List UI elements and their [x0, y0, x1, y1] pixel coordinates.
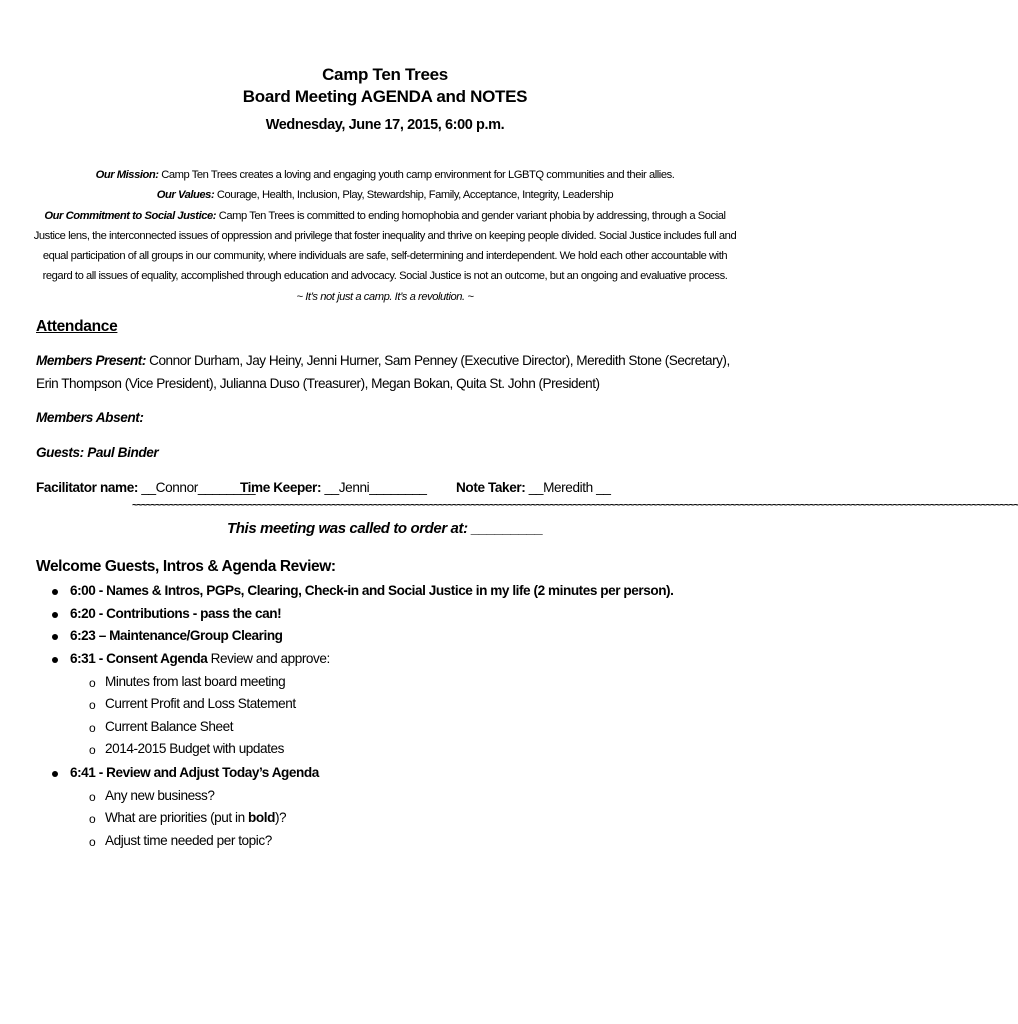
- document-title: Camp Ten Trees: [322, 65, 448, 84]
- mission-line: [30, 165, 740, 185]
- sub-bullet-icon: o: [89, 676, 96, 690]
- meeting-roles: [36, 480, 756, 500]
- facilitator-field: [36, 480, 255, 495]
- bullet-icon: [52, 589, 58, 595]
- attendance-heading: Attendance: [36, 318, 118, 335]
- notetaker-label: Note Taker:: [456, 480, 526, 495]
- guests-line: Guests: Paul Binder: [36, 445, 159, 460]
- call-to-order: This meeting was called to order at: _________: [227, 520, 543, 537]
- sub-bullet-icon: o: [89, 790, 96, 804]
- mission-text: Camp Ten Trees creates a loving and engaging youth camp environment for LGBTQ communities and their allies.: [158, 169, 675, 181]
- bullet-icon: [52, 657, 58, 663]
- bullet-icon: [52, 612, 58, 618]
- facilitator-value: __Connor________: [137, 480, 256, 495]
- bullet-icon: [52, 771, 58, 777]
- commitment-paragraph: [30, 206, 740, 287]
- commitment-text: Camp Ten Trees is committed to ending homophobia and gender variant phobia by addressing, through a Social Justice lens, the interconnected issues of oppression and privilege that foster inequality and thrive on keeping people divided. Social Justice includes full and equal participation of all groups in our community, where individuals are safe, self-determining and interdependent. We hold each other accountable with regard to all issues of equality, accomplished through education and advocacy. Social Justice is not an outcome, but an ongoing and evaluative process.: [33, 209, 737, 283]
- commitment-label: Our Commitment to Social Justice:: [44, 209, 217, 222]
- timekeeper-field: [240, 480, 427, 495]
- title-block: [0, 64, 770, 136]
- sub-bullet-icon: o: [89, 743, 96, 757]
- sub-bullet-icon: o: [89, 721, 96, 735]
- mission-label: Our Mission:: [95, 169, 159, 181]
- agenda-subitem: Minutes from last board meeting: [105, 674, 286, 689]
- values-line: [30, 185, 740, 205]
- agenda-item: 6:23 – Maintenance/Group Clearing: [70, 628, 283, 643]
- agenda-item-bold: 6:31 - Consent Agenda: [70, 651, 208, 666]
- values-label: Our Values:: [156, 189, 215, 202]
- subitem-post: )?: [274, 810, 287, 825]
- document-subtitle: Board Meeting AGENDA and NOTES: [242, 87, 528, 106]
- sub-bullet-icon: o: [89, 698, 96, 712]
- agenda-subitem: Current Profit and Loss Statement: [105, 696, 296, 711]
- agenda-subitem: Current Balance Sheet: [105, 719, 234, 734]
- facilitator-label: Facilitator name:: [36, 480, 138, 495]
- agenda-subitem: Any new business?: [105, 788, 215, 803]
- members-absent-label: Members Absent:: [36, 410, 144, 425]
- members-present-list: Connor Durham, Jay Heiny, Jenni Hurner, Sam Penney (Executive Director), Meredith Stone (Secretary), Erin Thompson (Vice President), Julianna Duso (Treasurer), Megan Bokan, Quita St. John (President): [36, 353, 730, 391]
- bullet-icon: [52, 634, 58, 640]
- members-present-label: Members Present:: [36, 353, 146, 368]
- notetaker-value: __Meredith __: [525, 480, 611, 495]
- subitem-pre: What are priorities (put in: [105, 810, 249, 825]
- agenda-item: 6:20 - Contributions - pass the can!: [70, 606, 282, 621]
- agenda-item: [70, 651, 330, 666]
- meeting-date: Wednesday, June 17, 2015, 6:00 p.m.: [265, 117, 505, 133]
- values-text: Courage, Health, Inclusion, Play, Stewardship, Family, Acceptance, Integrity, Leadership: [214, 189, 614, 202]
- notetaker-field: [456, 480, 610, 495]
- agenda-item-rest: Review and approve:: [207, 651, 330, 666]
- agenda-item: 6:41 - Review and Adjust Today’s Agenda: [70, 765, 319, 780]
- motto: ~ It’s not just a camp. It’s a revolution. ~: [296, 290, 474, 303]
- members-present: [36, 349, 736, 395]
- tilde-divider: ~~~~~~~~~~~~~~~~~~~~~~~~~~~~~~~~~~~~~~~~~~~~~~~~~~~~~~~~~~~~~~~~~~~~~~~~~~~~~~~~~~~~~~~~~~~~~~~~~~~~~~~~~~~~~~~~~~~~~~~~~~~~~~~~~~~~~~~~~~~~~~~~~~~~~~~~~~~~~~~~~~~~~~~~~~~~~~~~~~~~~~~~~~~~~~~: [132, 500, 1018, 511]
- agenda-subitem: [105, 810, 286, 825]
- agenda-heading: Welcome Guests, Intros & Agenda Review:: [36, 558, 336, 575]
- subitem-bold: bold: [248, 810, 275, 825]
- agenda-subitem: Adjust time needed per topic?: [105, 833, 272, 848]
- sub-bullet-icon: o: [89, 835, 96, 849]
- timekeeper-value: __Jenni________: [321, 480, 427, 495]
- agenda-subitem: 2014-2015 Budget with updates: [105, 741, 284, 756]
- timekeeper-label: Time Keeper:: [240, 480, 322, 495]
- mission-statement: [30, 165, 740, 307]
- sub-bullet-icon: o: [89, 812, 96, 826]
- agenda-item: 6:00 - Names & Intros, PGPs, Clearing, Check-in and Social Justice in my life (2 minutes per person).: [70, 583, 674, 598]
